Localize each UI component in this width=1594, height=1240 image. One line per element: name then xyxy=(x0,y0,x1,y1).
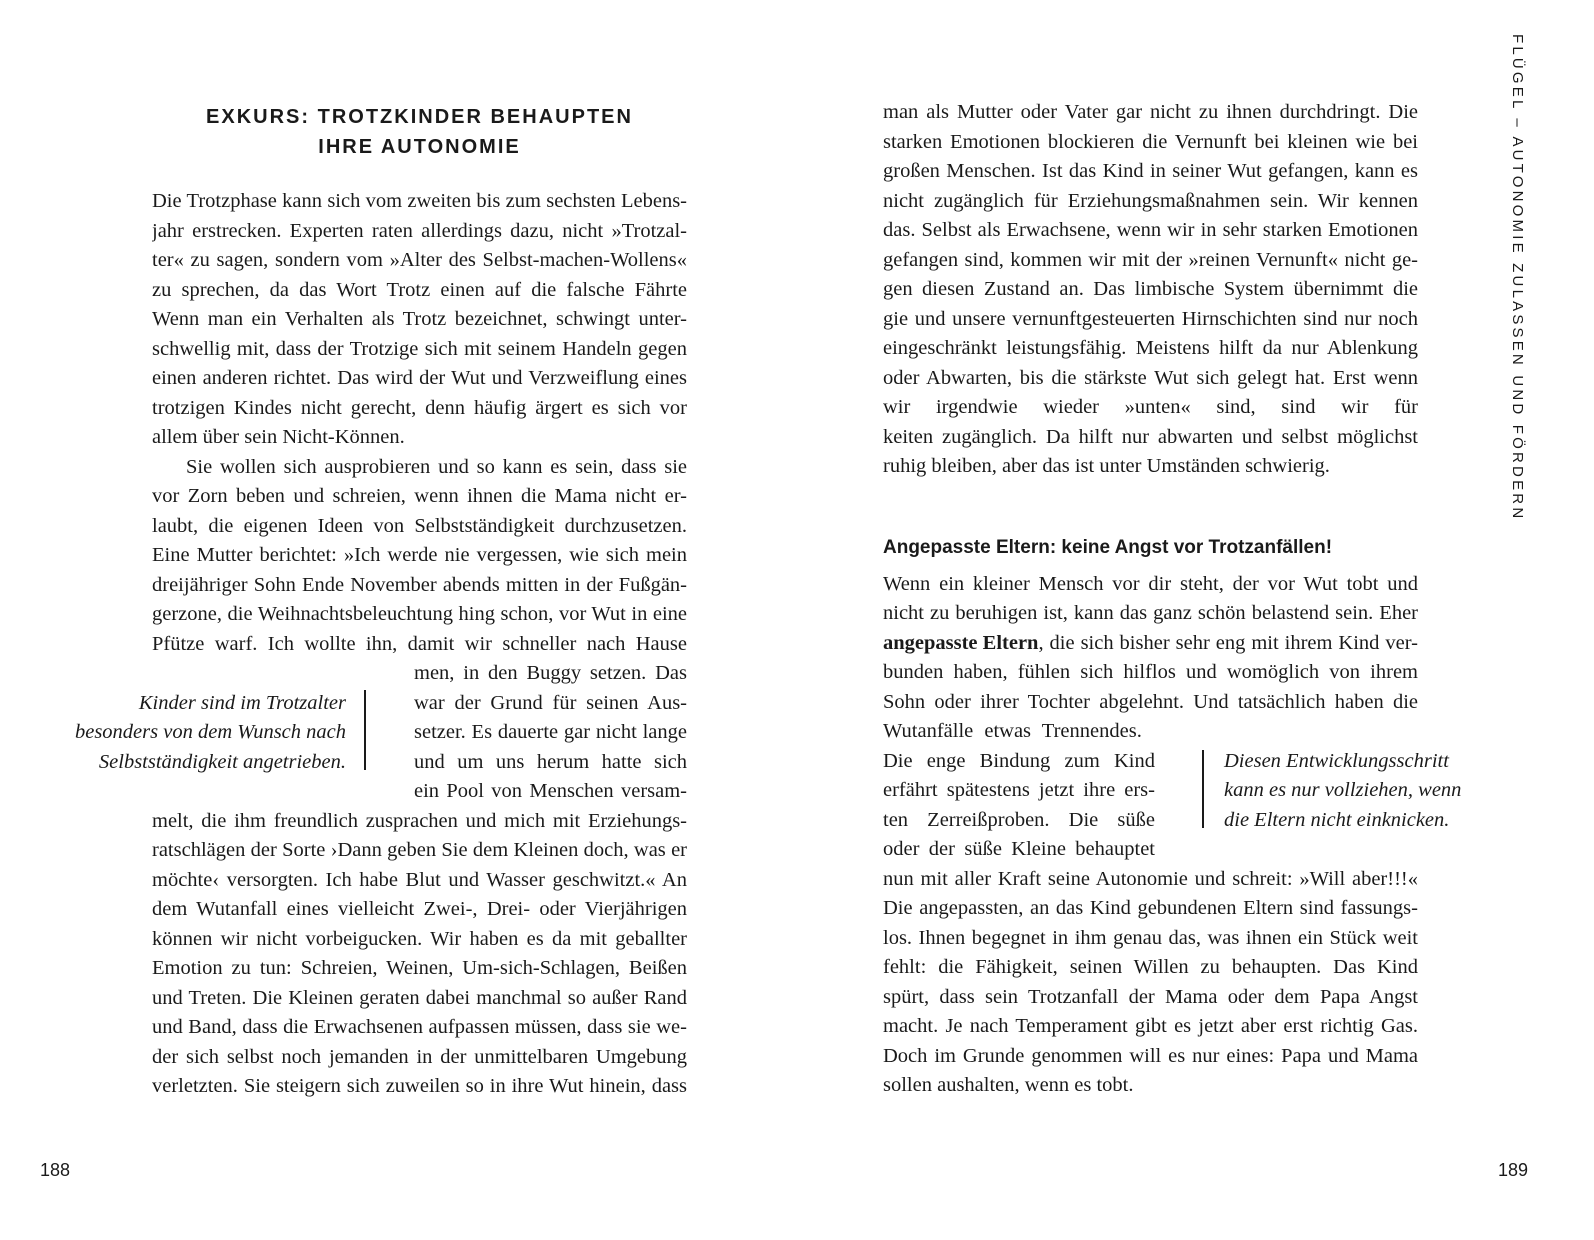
pull-quote-line: Diesen Entwicklungsschritt xyxy=(1224,750,1449,772)
text-line: Eine Mutter berichtet: »Ich werde nie vergessen, wie sich mein xyxy=(152,544,687,566)
text-line: ein Pool von Menschen versam- xyxy=(414,780,687,802)
text-line: Sohn oder ihrer Tochter abgelehnt. Und tatsächlich haben die xyxy=(883,691,1418,713)
text-line: ter« zu sagen, sondern vom »Alter des Selbst-machen-Wollens« xyxy=(152,249,687,271)
text-line: können wir nicht vorbeigucken. Wir haben es da mit geballter xyxy=(152,928,687,950)
pull-quote-rule xyxy=(364,690,366,770)
pull-quote-line: besonders von dem Wunsch nach xyxy=(74,721,346,743)
text-line: und um uns herum hatte sich xyxy=(414,751,687,773)
text-line: Wutanfälle etwas Trennendes. xyxy=(883,720,1142,742)
chapter-heading-line-1: EXKURS: TROTZKINDER BEHAUPTEN xyxy=(206,106,633,128)
text-line: und Treten. Die Kleinen geraten dabei manchmal so außer Rand xyxy=(152,987,687,1009)
text-line: gie und unsere vernunftgesteuerten Hirnschichten sind nur noch xyxy=(883,308,1418,330)
text-line: man als Mutter oder Vater gar nicht zu ihnen durchdringt. Die xyxy=(883,101,1418,123)
pull-quote-line: kann es nur vollziehen, wenn xyxy=(1224,779,1462,801)
text-line: Die angepassten, an das Kind gebundenen Eltern sind fassungs- xyxy=(883,897,1418,919)
text-line: Pfütze warf. Ich wollte ihn, damit wir schneller nach Hause xyxy=(152,633,687,655)
text-line: sollen aushalten, wenn es tobt. xyxy=(883,1074,1134,1096)
text-line: zu sprechen, da das Wort Trotz einen auf die falsche Fährte xyxy=(152,279,687,301)
text-line: melt, die ihm freundlich zusprachen und mich mit Erziehungs- xyxy=(152,810,687,832)
text-line: setzer. Es dauerte gar nicht lange xyxy=(414,721,687,743)
text-line: einen anderen richtet. Das wird der Wut und Verzweiflung eines xyxy=(152,367,687,389)
text-line: oder Abwarten, bis die stärkste Wut sich gelegt hat. Erst wenn xyxy=(883,367,1418,389)
text-line: keiten zugänglich. Da hilft nur abwarten und selbst möglichst xyxy=(883,426,1418,448)
text-line: und Band, dass die Erwachsenen aufpassen müssen, dass sie we- xyxy=(152,1016,687,1038)
text-line: gerzone, die Weihnachtsbeleuchtung hing schon, vor Wut in eine xyxy=(152,603,687,625)
text-line: nun mit aller Kraft seine Autonomie und schreit: »Will aber!!!« xyxy=(883,868,1418,890)
pull-quote-line: Kinder sind im Trotzalter xyxy=(138,692,346,714)
text-line: ratschlägen der Sorte ›Dann geben Sie dem Kleinen doch, was er xyxy=(152,839,687,861)
text-line: Sie wollen sich ausprobieren und so kann es sein, dass sie xyxy=(186,456,687,478)
pull-quote-rule xyxy=(1202,750,1204,828)
page-number-right: 189 xyxy=(1498,1160,1529,1180)
text-line: möchte‹ versorgten. Ich habe Blut und Wasser geschwitzt.« An xyxy=(152,869,687,891)
bold-term: angepasste Eltern xyxy=(883,632,1039,654)
text-line: Die enge Bindung zum Kind xyxy=(883,750,1155,772)
text-line: starken Emotionen blockieren die Vernunft bei kleinen wie bei xyxy=(883,131,1418,153)
text-line: schwellig mit, dass der Trotzige sich mit seinem Handeln gegen xyxy=(152,338,687,360)
text-line: men, in den Buggy setzen. Das xyxy=(414,662,687,684)
text-line: Emotion zu tun: Schreien, Weinen, Um-sich-Schlagen, Beißen xyxy=(152,957,687,979)
text-line: war der Grund für seinen Aus- xyxy=(414,692,687,714)
text-line: dreijähriger Sohn Ende November abends mitten in der Fußgän- xyxy=(152,574,687,596)
text-line: erfährt spätestens jetzt ihre ers- xyxy=(883,779,1155,801)
text-line: eingeschränkt leistungsfähig. Meistens hilft da nur Ablenkung xyxy=(883,337,1418,359)
text-line: spürt, dass sein Trotzanfall der Mama oder dem Papa Angst xyxy=(883,986,1418,1008)
text-line: Wenn man ein Verhalten als Trotz bezeichnet, schwingt unter- xyxy=(152,308,687,330)
chapter-heading-line-2: IHRE AUTONOMIE xyxy=(318,136,521,158)
text-line: trotzigen Kindes nicht gerecht, denn häufig ärgert es sich vor xyxy=(152,397,687,419)
text-line: Wenn ein kleiner Mensch vor dir steht, der vor Wut tobt und xyxy=(883,573,1418,595)
text-line: gen diesen Zustand an. Das limbische System übernimmt die xyxy=(883,278,1418,300)
text-line: laubt, die eigenen Ideen von Selbstständigkeit durchzusetzen. xyxy=(152,515,687,537)
text-line: nicht zugänglich für Erziehungsmaßnahmen sein. Wir kennen xyxy=(883,190,1418,212)
text-line: Die Trotzphase kann sich vom zweiten bis zum sechsten Lebens- xyxy=(152,190,687,212)
text-line: macht. Je nach Temperament gibt es jetzt aber erst richtig Gas. xyxy=(883,1015,1418,1037)
text-line: der sich selbst noch jemanden in der unmittelbaren Umgebung xyxy=(152,1046,687,1068)
text-line: jahr erstrecken. Experten raten allerdings dazu, nicht »Trotzal- xyxy=(152,220,687,242)
text-line: nicht zu beruhigen ist, kann das ganz schön belastend sein. Eher xyxy=(883,602,1418,624)
text-line: das. Selbst als Erwachsene, wenn wir in sehr starken Emotionen xyxy=(883,219,1418,241)
text-line: großen Menschen. Ist das Kind in seiner Wut gefangen, kann es xyxy=(883,160,1418,182)
text-fragment: , die sich bisher sehr eng mit ihrem Kind ver- xyxy=(1038,632,1418,654)
page-number-left: 188 xyxy=(40,1160,71,1180)
text-line: fehlt: die Fähigkeit, seinen Willen zu behaupten. Das Kind xyxy=(883,956,1418,978)
pull-quote-line: Selbstständigkeit angetrieben. xyxy=(98,751,346,773)
text-line: ten Zerreißproben. Die süße xyxy=(883,809,1155,831)
text-line: wir irgendwie wieder »unten« sind, sind wir für xyxy=(883,396,1418,418)
running-head: FLÜGEL – AUTONOMIE ZULASSEN UND FÖRDERN xyxy=(1509,34,1526,522)
pull-quote-line: die Eltern nicht einknicken. xyxy=(1224,809,1450,831)
text-line: dem Wutanfall eines vielleicht Zwei-, Drei- oder Vierjährigen xyxy=(152,898,687,920)
text-line-with-bold xyxy=(883,628,1418,658)
text-line: Doch im Grunde genommen will es nur eines: Papa und Mama xyxy=(883,1045,1418,1067)
section-subheading: Angepasste Eltern: keine Angst vor Trotzanfällen! xyxy=(883,537,1333,558)
text-line: gefangen sind, kommen wir mit der »reinen Vernunft« nicht ge- xyxy=(883,249,1418,271)
text-line: oder der süße Kleine behauptet xyxy=(883,838,1155,860)
text-line: vor Zorn beben und schreien, wenn ihnen die Mama nicht er- xyxy=(152,485,687,507)
text-line: ruhig bleiben, aber das ist unter Umständen schwierig. xyxy=(883,455,1330,477)
text-line: verletzten. Sie steigern sich zuweilen so in ihre Wut hinein, dass xyxy=(152,1075,687,1097)
text-line: allem über sein Nicht-Können. xyxy=(152,426,405,448)
text-line: los. Ihnen begegnet in ihm genau das, was ihnen ein Stück weit xyxy=(883,927,1418,949)
text-line: bunden haben, fühlen sich hilflos und womöglich von ihrem xyxy=(883,661,1418,683)
